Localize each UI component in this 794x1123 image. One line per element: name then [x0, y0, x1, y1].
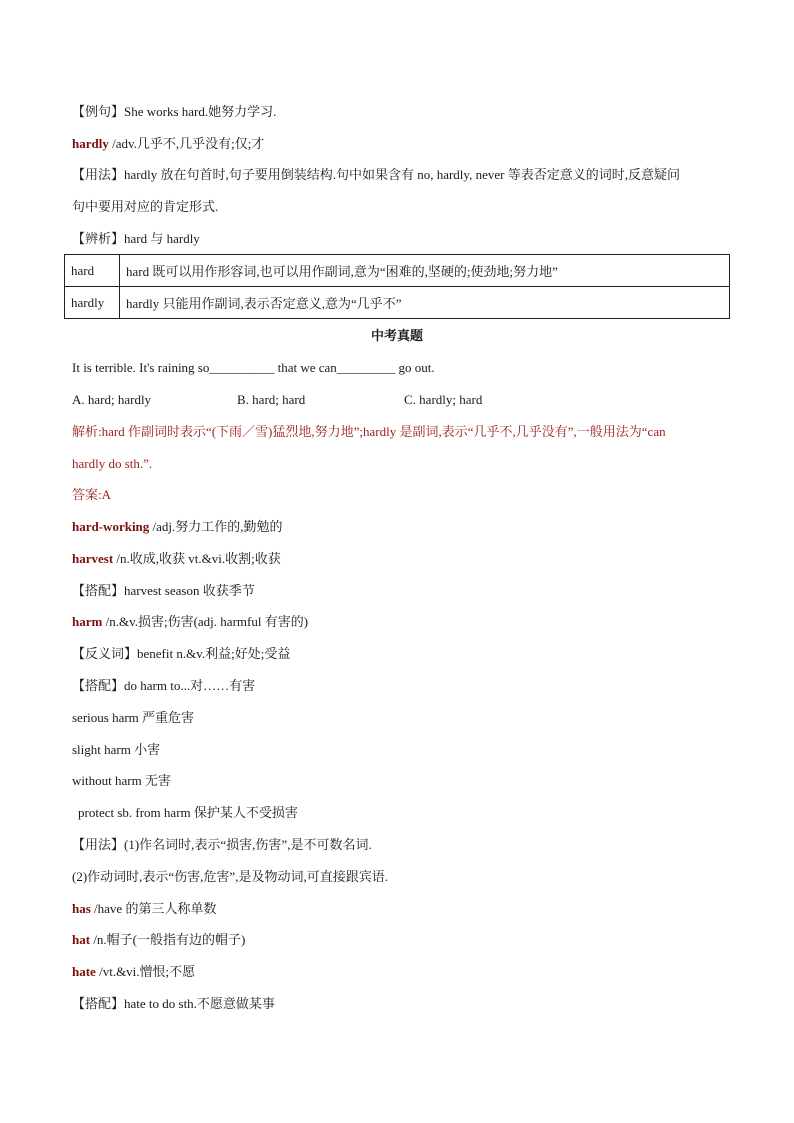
entry-hardly: [72, 135, 264, 153]
entry-hard-working: [72, 518, 283, 536]
definition-hardly: /adv.几乎不,几乎没有;仅;才: [108, 136, 265, 151]
harm-usage-line1: 【用法】(1)作名词时,表示“损害,伤害”,是不可数名词.: [72, 837, 372, 852]
harm-collocation-serious: serious harm 严重危害: [72, 710, 195, 725]
exam-question: It is terrible. It's raining so__________ that we can_________ go out.: [72, 360, 435, 375]
entry-hate: [72, 963, 195, 981]
headword-harm: harm: [72, 614, 103, 629]
answer: 答案:A: [72, 487, 112, 502]
definition-hat: /n.帽子(一般指有边的帽子): [90, 932, 246, 947]
headword-hat: hat: [72, 932, 91, 947]
definition-hate: /vt.&vi.憎恨;不愿: [95, 964, 196, 979]
table-row: [65, 287, 730, 319]
entry-harvest: [72, 550, 281, 568]
example-sentence: 【例句】She works hard.她努力学习.: [72, 104, 277, 119]
table-row: [65, 255, 730, 287]
option-c: C. hardly; hard: [404, 392, 483, 407]
harm-collocation-without: without harm 无害: [72, 773, 171, 788]
option-b: B. hard; hard: [237, 392, 306, 407]
headword-harvest: harvest: [72, 551, 114, 566]
headword-hardly: hardly: [72, 136, 109, 151]
harm-antonym: 【反义词】benefit n.&v.利益;好处;受益: [72, 646, 291, 661]
definition-hard-working: /adj.努力工作的,勤勉的: [149, 519, 283, 534]
definition-harm: /n.&v.损害;伤害(adj. harmful 有害的): [102, 614, 309, 629]
headword-hate: hate: [72, 964, 96, 979]
analysis-line1: 解析:hard 作副词时表示“(下雨／雪)猛烈地,努力地”;hardly 是副词,表示“几乎不,几乎没有”,一般用法为“can: [72, 424, 666, 439]
analysis-line2: hardly do sth.”.: [72, 456, 153, 471]
harvest-collocation: 【搭配】harvest season 收获季节: [72, 583, 255, 598]
usage-hardly-line2: 句中要用对应的肯定形式.: [72, 199, 219, 214]
entry-has: [72, 900, 216, 918]
table-cell-word: hardly: [65, 287, 120, 319]
entry-hat: [72, 931, 245, 949]
hate-collocation: 【搭配】hate to do sth.不愿意做某事: [72, 996, 275, 1011]
table-cell-desc: hardly 只能用作副词,表示否定意义,意为“几乎不”: [120, 287, 730, 319]
headword-hard-working: hard-working: [72, 519, 150, 534]
headword-has: has: [72, 901, 91, 916]
option-a: A. hard; hardly: [72, 392, 152, 407]
table-cell-word: hard: [65, 255, 120, 287]
harm-collocation: 【搭配】do harm to...对……有害: [72, 678, 256, 693]
harm-collocation-protect: protect sb. from harm 保护某人不受损害: [78, 805, 298, 820]
table-cell-desc: hard 既可以用作形容词,也可以用作副词,意为“困难的,坚硬的;使劲地;努力地”: [120, 255, 730, 287]
exam-section-title: 中考真题: [370, 328, 423, 343]
harm-collocation-slight: slight harm 小害: [72, 742, 161, 757]
usage-hardly-line1: 【用法】hardly 放在句首时,句子要用倒装结构.句中如果含有 no, hardly, never 等表否定意义的词时,反意疑问: [72, 167, 680, 182]
definition-has: /have 的第三人称单数: [90, 901, 217, 916]
comparison-table: [64, 254, 730, 319]
harm-usage-line2: (2)作动词时,表示“伤害,危害”,是及物动词,可直接跟宾语.: [72, 869, 388, 884]
entry-harm: [72, 613, 308, 631]
distinguish-heading: 【辨析】hard 与 hardly: [72, 231, 200, 246]
definition-harvest: /n.收成,收获 vt.&vi.收割;收获: [113, 551, 281, 566]
